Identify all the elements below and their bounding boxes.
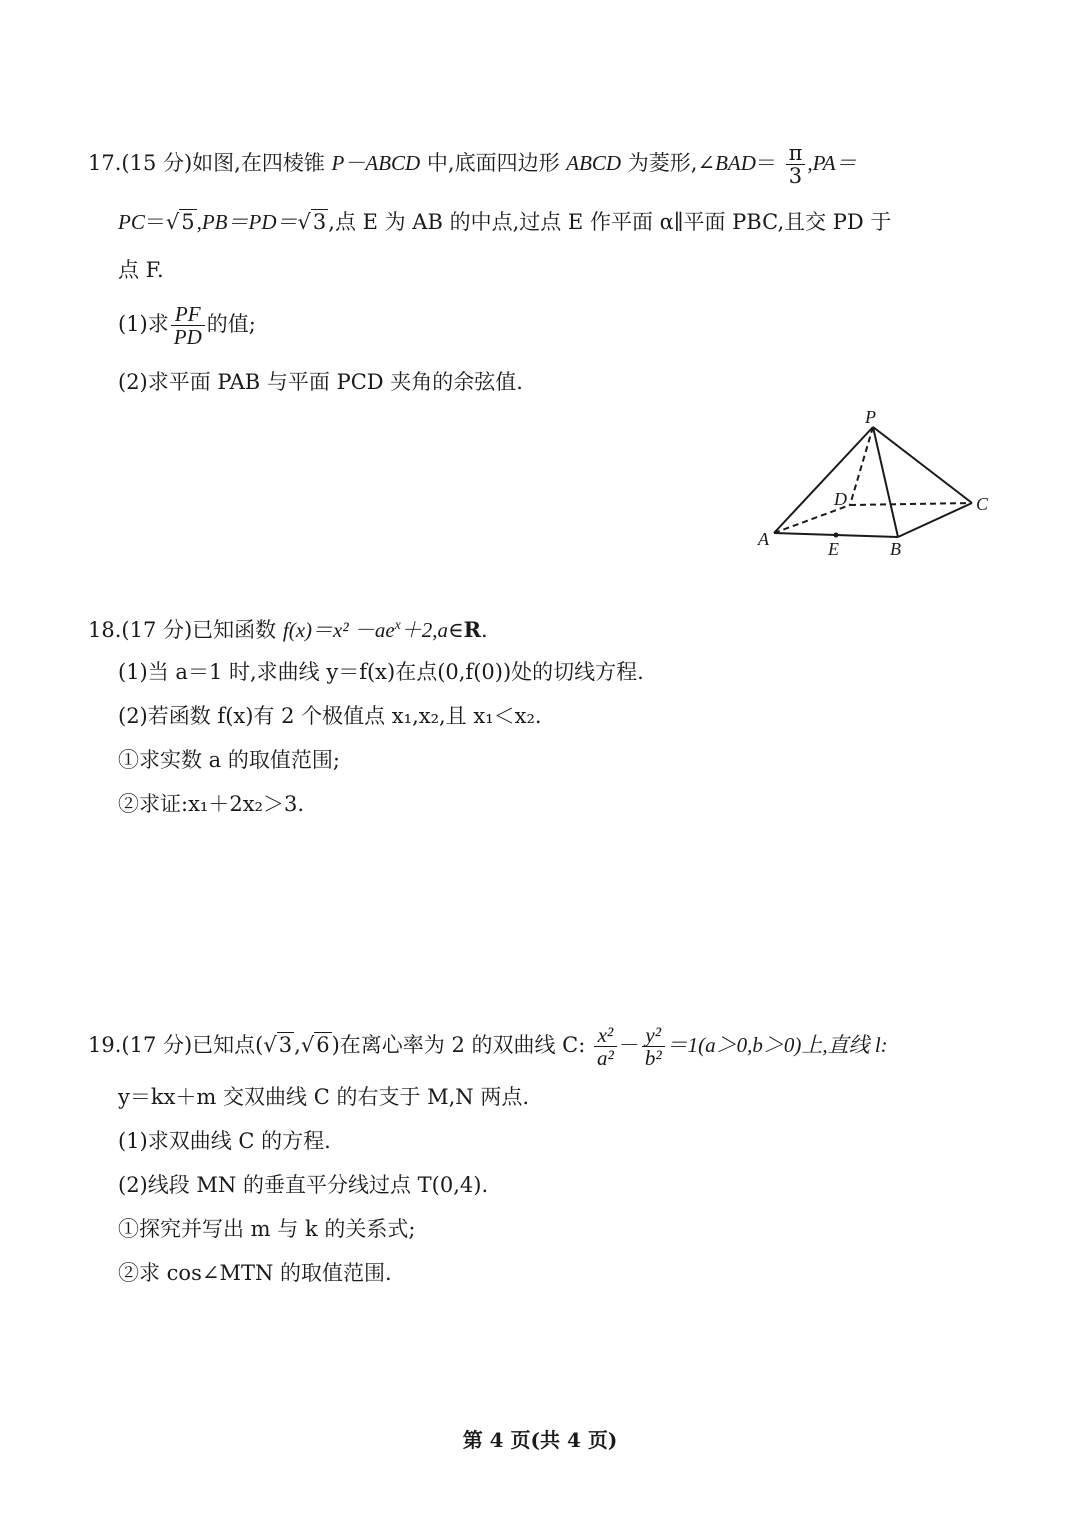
point-E (834, 533, 839, 538)
q18-period: . (481, 618, 488, 642)
y2-over-b2-fraction: $\frac{\text{y²}}{\text{b²}}$ (642, 1024, 665, 1069)
pi-numerator: π (786, 142, 806, 165)
q17-eq: ＝ (755, 151, 777, 176)
q18-line1 (88, 617, 488, 643)
label-E: E (828, 539, 839, 559)
label-D: D (834, 489, 847, 509)
edge-BC (898, 503, 972, 537)
q18-sub2: ②求证:x₁＋2x₂＞3. (118, 792, 304, 816)
q18-func-tail: ＋2,a∈ (400, 618, 464, 642)
q17-pbpd: ,PB＝PD＝ (196, 210, 298, 234)
label-C: C (976, 494, 989, 514)
q18-part2: (2)若函数 f(x)有 2 个极值点 x₁,x₂,且 x₁＜x₂. (118, 704, 542, 728)
q18-header: 18.(17 分)已知函数 (88, 618, 277, 642)
q18-func: f(x)＝x² －ae (282, 618, 395, 642)
pd-denominator: PD (173, 325, 202, 350)
q18-part1: (1)当 a＝1 时,求曲线 y＝f(x)在点(0,f(0))处的切线方程. (118, 660, 644, 684)
q17-line3: 点 F. (118, 258, 164, 282)
q18-R: R (463, 617, 482, 642)
q19-comma: , (294, 1033, 301, 1058)
q17-part1-post: 的值; (206, 312, 256, 337)
q19-sub2: ②求 cos∠MTN 的取值范围. (118, 1261, 392, 1285)
q17-mid1: 中,底面四边形 (426, 151, 560, 176)
q19-minus: － (618, 1033, 640, 1058)
sqrt6: √6 (300, 1033, 330, 1058)
q17-pc: PC (118, 210, 145, 234)
q19-line2: y＝kx＋m 交双曲线 C 的右支于 M,N 两点. (118, 1085, 530, 1109)
q19-part2: (2)线段 MN 的垂直平分线过点 T(0,4). (118, 1173, 489, 1197)
q19-line1 (88, 1024, 888, 1069)
q18-exp: x (394, 617, 401, 632)
q19-sub1: ①探究并写出 m 与 k 的关系式; (118, 1217, 416, 1241)
q17-base: ABCD (566, 151, 622, 176)
q17-angle: BAD (715, 151, 756, 176)
q17-line2: PC＝√5,PB＝PD＝√3,点 E 为 AB 的中点,过点 E 作平面 α∥平面 PBC,且交 PD 于 (118, 210, 892, 234)
label-A: A (758, 529, 769, 549)
q17-pyramid: P－ABCD (331, 151, 421, 176)
q17-part2: (2)求平面 PAB 与平面 PCD 夹角的余弦值. (118, 370, 523, 394)
pf-numerator: PF (171, 303, 205, 326)
q17-part1-pre: (1)求 (118, 312, 169, 337)
x2-over-a2-fraction: $\frac{\text{x²}}{\text{a²}}$ (594, 1024, 617, 1069)
q17-header: 17.(15 分)如图,在四棱锥 (88, 151, 325, 176)
edge-AD (774, 505, 850, 533)
q17-line2-rest: ,点 E 为 AB 的中点,过点 E 作平面 α∥平面 PBC,且交 PD 于 (328, 210, 892, 234)
sqrt3: √3 (297, 210, 327, 234)
pyramid-figure (750, 405, 1010, 565)
q17-part1 (118, 303, 256, 348)
page-footer: 第 4 页(共 4 页) (462, 1428, 618, 1452)
q17-mid2: 为菱形,∠ (627, 151, 716, 176)
pf-over-pd-fraction (171, 303, 205, 348)
sqrt5: √5 (165, 210, 195, 234)
q18-sub1: ①求实数 a 的取值范围; (118, 748, 340, 772)
pi-over-3-fraction (786, 142, 806, 187)
edge-DC (850, 503, 972, 505)
q17-tail1: ,PA＝ (807, 151, 857, 176)
label-P: P (865, 407, 876, 427)
q19-tail: ＝1(a＞0,b＞0)上,直线 l: (666, 1033, 888, 1058)
q19-mid: )在离心率为 2 的双曲线 C: (331, 1033, 586, 1058)
sqrt3-q19: √3 (263, 1033, 293, 1058)
q17-line1 (88, 142, 857, 187)
three-denominator: 3 (788, 164, 803, 189)
label-B: B (890, 539, 901, 559)
q19-part1: (1)求双曲线 C 的方程. (118, 1129, 331, 1153)
q19-header: 19.(17 分)已知点( (88, 1033, 264, 1058)
